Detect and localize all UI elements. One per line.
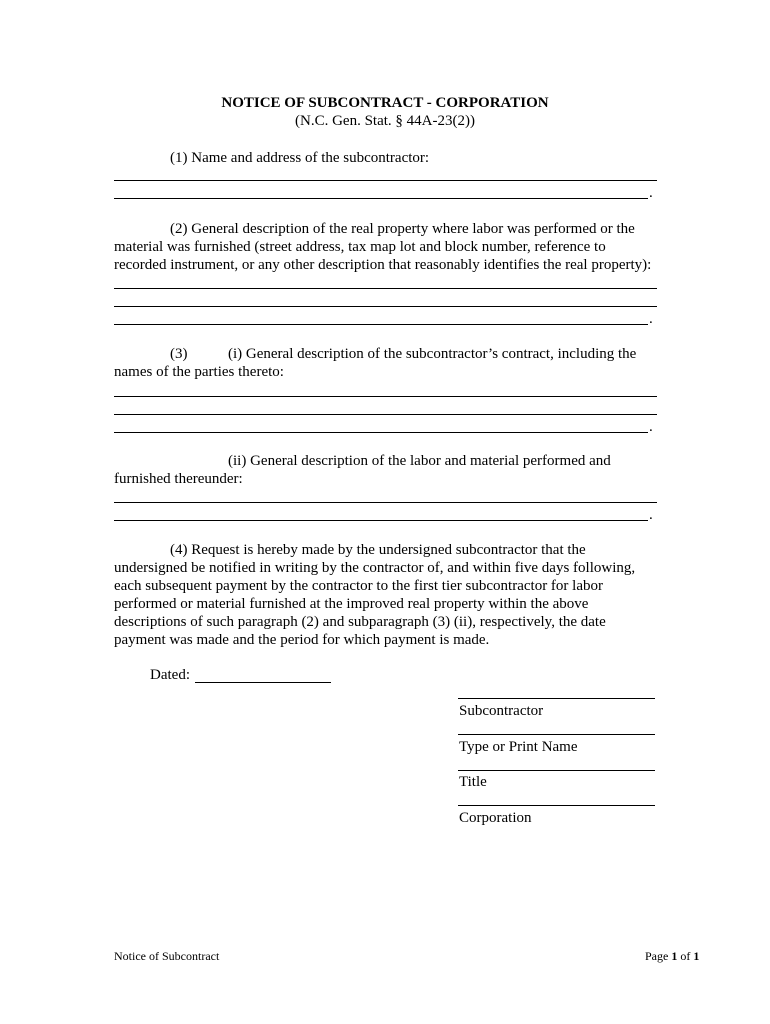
corporation-label: Corporation	[459, 810, 532, 826]
section-3-i-end-mark: .	[649, 419, 653, 435]
section-3-ii-fill-line-2[interactable]	[114, 520, 648, 521]
page-number	[645, 949, 699, 963]
page-current: 1	[671, 949, 678, 963]
section-3-ii-end-mark: .	[649, 507, 653, 523]
section-3-part-ii-line-2: furnished thereunder:	[114, 471, 243, 487]
section-1-label: (1) Name and address of the subcontractor:	[170, 150, 430, 166]
document-title: NOTICE OF SUBCONTRACT - CORPORATION	[221, 95, 549, 111]
section-2-line-3: recorded instrument, or any other description that reasonably identifies the real property):	[114, 257, 652, 273]
subcontractor-signature-line[interactable]	[458, 698, 655, 699]
section-3-part-ii-line-1: (ii) General description of the labor and material performed and	[228, 453, 611, 469]
section-1-fill-line-1[interactable]	[114, 180, 657, 181]
corporation-line[interactable]	[458, 805, 655, 806]
section-4-line-4: performed or material furnished at the improved real property within the above	[114, 596, 589, 612]
section-2-end-mark: .	[649, 311, 653, 327]
section-1-end-mark: .	[649, 185, 653, 201]
section-2-fill-line-3[interactable]	[114, 324, 648, 325]
section-1-fill-line-2[interactable]	[114, 198, 648, 199]
section-4-line-2: undersigned be notified in writing by the contractor of, and within five days following,	[114, 560, 636, 576]
section-4-line-3: each subsequent payment by the contractor to the first tier subcontractor for labor	[114, 578, 603, 594]
section-3-part-i-line-2: names of the parties thereto:	[114, 364, 284, 380]
document-subtitle: (N.C. Gen. Stat. § 44A-23(2))	[295, 113, 475, 129]
section-2-line-1: (2) General description of the real property where labor was performed or the	[170, 221, 635, 237]
dated-field[interactable]	[195, 682, 331, 683]
section-3-i-fill-line-2[interactable]	[114, 414, 657, 415]
title-label: Title	[459, 774, 487, 790]
section-4-line-6: payment was made and the period for which payment is made.	[114, 632, 490, 648]
section-3-part-i-line-1: (i) General description of the subcontractor’s contract, including the	[228, 346, 637, 362]
section-2-fill-line-2[interactable]	[114, 306, 657, 307]
section-3-i-fill-line-1[interactable]	[114, 396, 657, 397]
page-of: of	[680, 949, 691, 963]
print-name-line[interactable]	[458, 734, 655, 735]
section-3-ii-fill-line-1[interactable]	[114, 502, 657, 503]
section-3-i-fill-line-3[interactable]	[114, 432, 648, 433]
title-line[interactable]	[458, 770, 655, 771]
section-4-line-5: descriptions of such paragraph (2) and subparagraph (3) (ii), respectively, the date	[114, 614, 606, 630]
dated-label: Dated:	[150, 667, 190, 683]
footer-left: Notice of Subcontract	[114, 949, 220, 963]
subcontractor-label: Subcontractor	[459, 703, 544, 719]
section-4-line-1: (4) Request is hereby made by the undersigned subcontractor that the	[170, 542, 586, 558]
section-3-number: (3)	[170, 346, 188, 362]
page-total: 1	[693, 949, 700, 963]
section-2-fill-line-1[interactable]	[114, 288, 657, 289]
section-2-line-2: material was furnished (street address, tax map lot and block number, reference to	[114, 239, 606, 255]
print-name-label: Type or Print Name	[459, 739, 578, 755]
page-label: Page	[645, 949, 669, 963]
